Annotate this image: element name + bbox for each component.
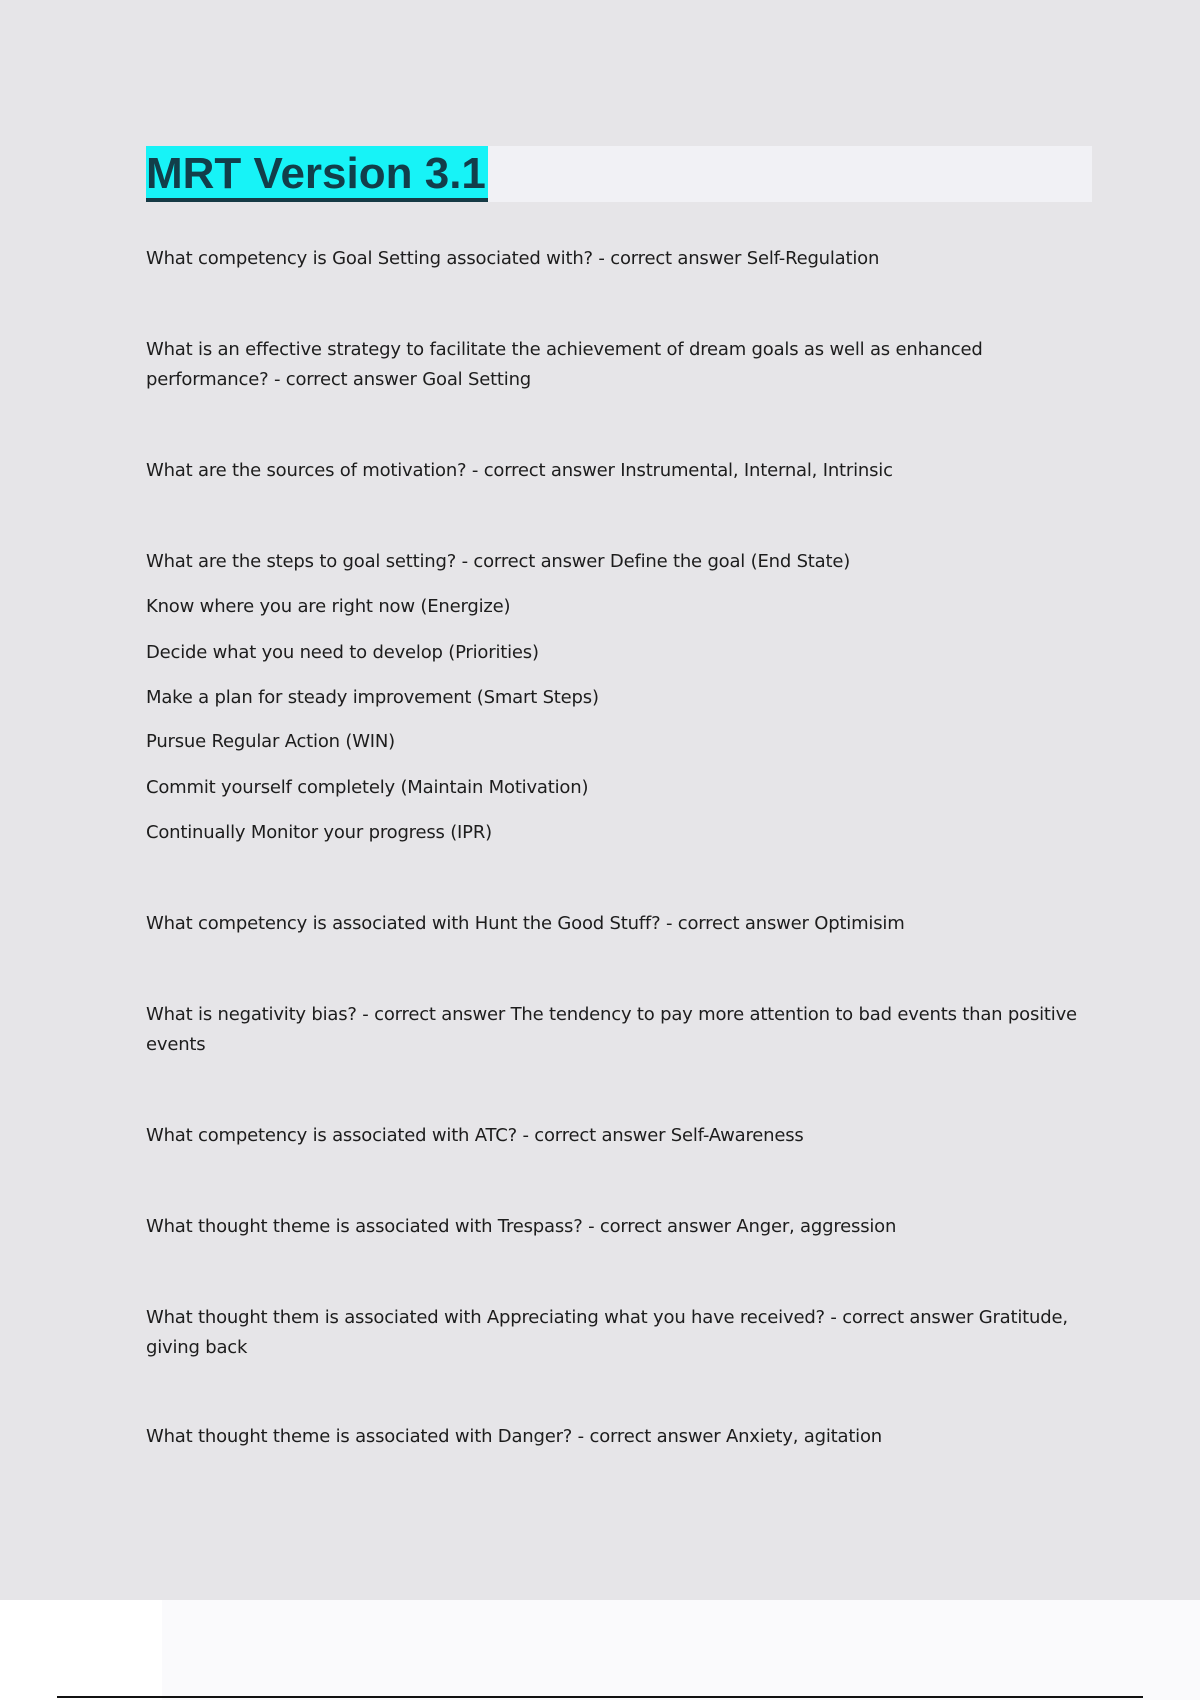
goal-step-line: Decide what you need to develop (Priorities)	[146, 642, 539, 663]
goal-step-line: Know where you are right now (Energize)	[146, 596, 511, 617]
qa-entry-negativity-bias: What is negativity bias? - correct answer The tendency to pay more attention to bad events than positive events	[146, 1004, 1077, 1055]
goal-step-line: Pursue Regular Action (WIN)	[146, 731, 395, 752]
qa-entry-dream-goals-strategy: What is an effective strategy to facilitate the achievement of dream goals as well as enhanced performance? - correct answer Goal Setting	[146, 339, 983, 390]
qa-entry-appreciating-theme: What thought them is associated with Appreciating what you have received? - correct answer Gratitude, giving back	[146, 1307, 1068, 1358]
footer-shade	[162, 1600, 1200, 1700]
qa-entry-hunt-the-good-stuff: What competency is associated with Hunt the Good Stuff? - correct answer Optimisim	[146, 913, 905, 934]
qa-entry-atc-competency: What competency is associated with ATC? - correct answer Self-Awareness	[146, 1125, 804, 1146]
qa-entry-sources-of-motivation: What are the sources of motivation? - correct answer Instrumental, Internal, Intrinsic	[146, 460, 893, 481]
qa-entry-goal-setting-steps: What are the steps to goal setting? - correct answer Define the goal (End State)	[146, 551, 851, 572]
page-footer	[0, 1600, 1200, 1700]
goal-step-line: Commit yourself completely (Maintain Motivation)	[146, 777, 589, 798]
footer-divider	[57, 1696, 1143, 1698]
qa-entry-goal-setting-competency: What competency is Goal Setting associated with? - correct answer Self-Regulation	[146, 248, 880, 269]
goal-step-line: Make a plan for steady improvement (Smart Steps)	[146, 687, 599, 708]
document-title: MRT Version 3.1	[146, 146, 488, 202]
qa-entry-trespass-theme: What thought theme is associated with Trespass? - correct answer Anger, aggression	[146, 1216, 897, 1237]
qa-entry-danger-theme: What thought theme is associated with Danger? - correct answer Anxiety, agitation	[146, 1426, 883, 1447]
goal-step-line: Continually Monitor your progress (IPR)	[146, 822, 492, 843]
